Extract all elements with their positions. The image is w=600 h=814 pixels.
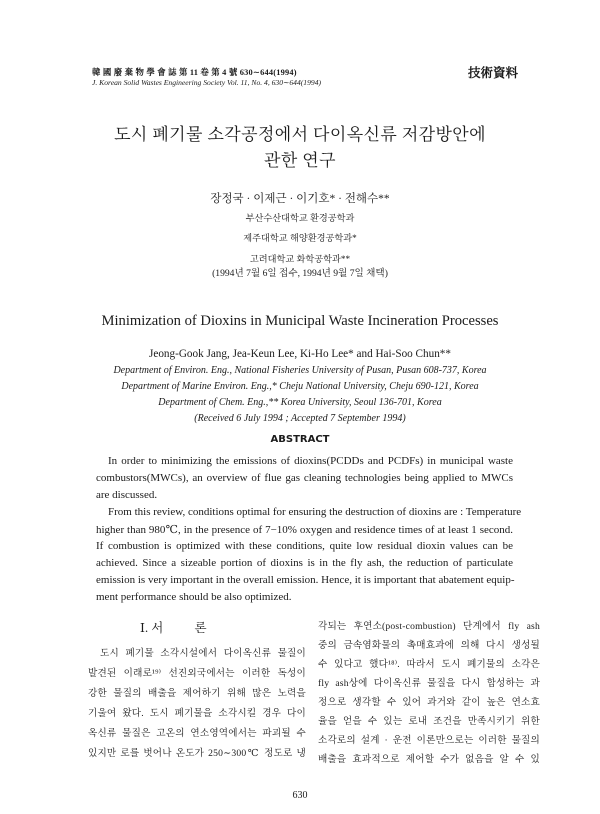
body-line-right: 정으로 생각할 수 있어 과거와 같이 높은 연소효 <box>318 697 540 708</box>
section-heading-introduction: Ⅰ. 서 론 <box>140 621 207 635</box>
abstract-line: higher than 980℃, in the presence of 7−10% oxygen and residence times of at least 1 second. <box>96 524 513 536</box>
english-affiliation-3: Department of Chem. Eng.,** Korea University, Seoul 136-701, Korea <box>158 397 442 408</box>
journal-header-korean: 韓 國 廢 棄 物 學 會 誌 第 11 卷 第 4 號 630∼644(1994) <box>92 68 297 77</box>
body-line-right: 중의 금속염화물의 촉매효과에 의해 다시 생성될 <box>318 640 540 651</box>
english-affiliation-1: Department of Environ. Eng., National Fisheries University of Pusan, Pusan 608-737, Korea <box>113 365 487 376</box>
body-line-right: fly ash상에 다이옥신류 물질을 다시 합성하는 과 <box>318 678 540 689</box>
page-number: 630 <box>292 790 308 801</box>
abstract-line: emission is very important in the overall emission. Hence, it is important that abatement equip- <box>96 574 515 586</box>
body-line-right: 수 있다고 했다¹⁸⁾. 따라서 도시 폐기물의 소각은 <box>318 659 540 670</box>
korean-title-line-2: 관한 연구 <box>264 151 336 170</box>
abstract-line: are discussed. <box>96 489 158 501</box>
body-line-left: 도시 폐기물 소각시설에서 다이옥신류 물질이 <box>100 648 306 659</box>
body-line-left: 발견된 이래로¹⁹⁾ 선진외국에서는 이러한 독성이 <box>88 668 306 679</box>
body-line-left: 옥신류 물질은 고온의 연소영역에서는 파괴될 수 <box>88 728 306 739</box>
korean-title-line-1: 도시 폐기물 소각공정에서 다이옥신류 저감방안에 <box>114 125 486 144</box>
body-line-right: 율을 얻을 수 있는 로내 조건을 만족시키기 위한 <box>318 716 540 727</box>
journal-header-english: J. Korean Solid Wastes Engineering Society Vol. 11, No. 4, 630∼644(1994) <box>92 78 322 87</box>
korean-affiliation-1: 부산수산대학교 환경공학과 <box>245 213 355 223</box>
english-affiliation-2: Department of Marine Environ. Eng.,* Cheju National University, Cheju 690-121, Korea <box>121 381 479 392</box>
body-line-left: 강한 물질의 배출을 제어하기 위해 많은 노력을 <box>88 688 306 699</box>
abstract-line: combustors(MWCs), an overview of flue gas cleaning technologies being applied to MWCs <box>96 472 513 484</box>
abstract-heading: ABSTRACT <box>270 434 330 445</box>
korean-dates: (1994년 7월 6일 접수, 1994년 9월 7일 채택) <box>212 268 388 279</box>
korean-affiliation-3: 고려대학교 화학공학과** <box>249 254 351 264</box>
body-line-right: 소각로의 설계 · 운전 이론만으로는 이러한 물질의 <box>318 735 540 746</box>
body-line-right: 배출을 효과적으로 제어할 수가 없음을 알 수 있 <box>318 754 540 765</box>
body-line-left: 있지만 로를 벗어나 온도가 250∼300℃ 정도로 냉 <box>88 748 306 759</box>
english-authors: Jeong-Gook Jang, Jea-Keun Lee, Ki-Ho Lee* and Hai-Soo Chun** <box>149 348 451 360</box>
abstract-line: In order to minimizing the emissions of dioxins(PCDDs and PCDFs) in municipal waste <box>108 455 513 467</box>
abstract-line: achieved. Since a sizeable portion of dioxins is in the fly ash, the reduction of particulate <box>96 557 513 569</box>
body-line-right: 각되는 후연소(post-combustion) 단계에서 fly ash <box>318 621 540 632</box>
abstract-line: If combustion is optimized with these conditions, quite low residual dioxin values can be <box>96 540 513 552</box>
english-title: Minimization of Dioxins in Municipal Waste Incineration Processes <box>101 313 499 329</box>
english-dates: (Received 6 July 1994 ; Accepted 7 September 1994) <box>194 413 406 424</box>
korean-affiliation-2: 제주대학교 해양환경공학과* <box>243 233 357 243</box>
abstract-line: From this review, conditions optimal for ensuring the destruction of dioxins are : Temperature <box>108 506 522 518</box>
abstract-line: ment performance should be also optimized. <box>96 591 292 603</box>
body-line-left: 기울여 왔다. 도시 폐기물을 소각시킬 경우 다이 <box>88 708 306 719</box>
korean-authors: 장정국 · 이제근 · 이기호* · 전해수** <box>210 193 390 205</box>
article-type-tag: 技術資料 <box>468 65 519 80</box>
